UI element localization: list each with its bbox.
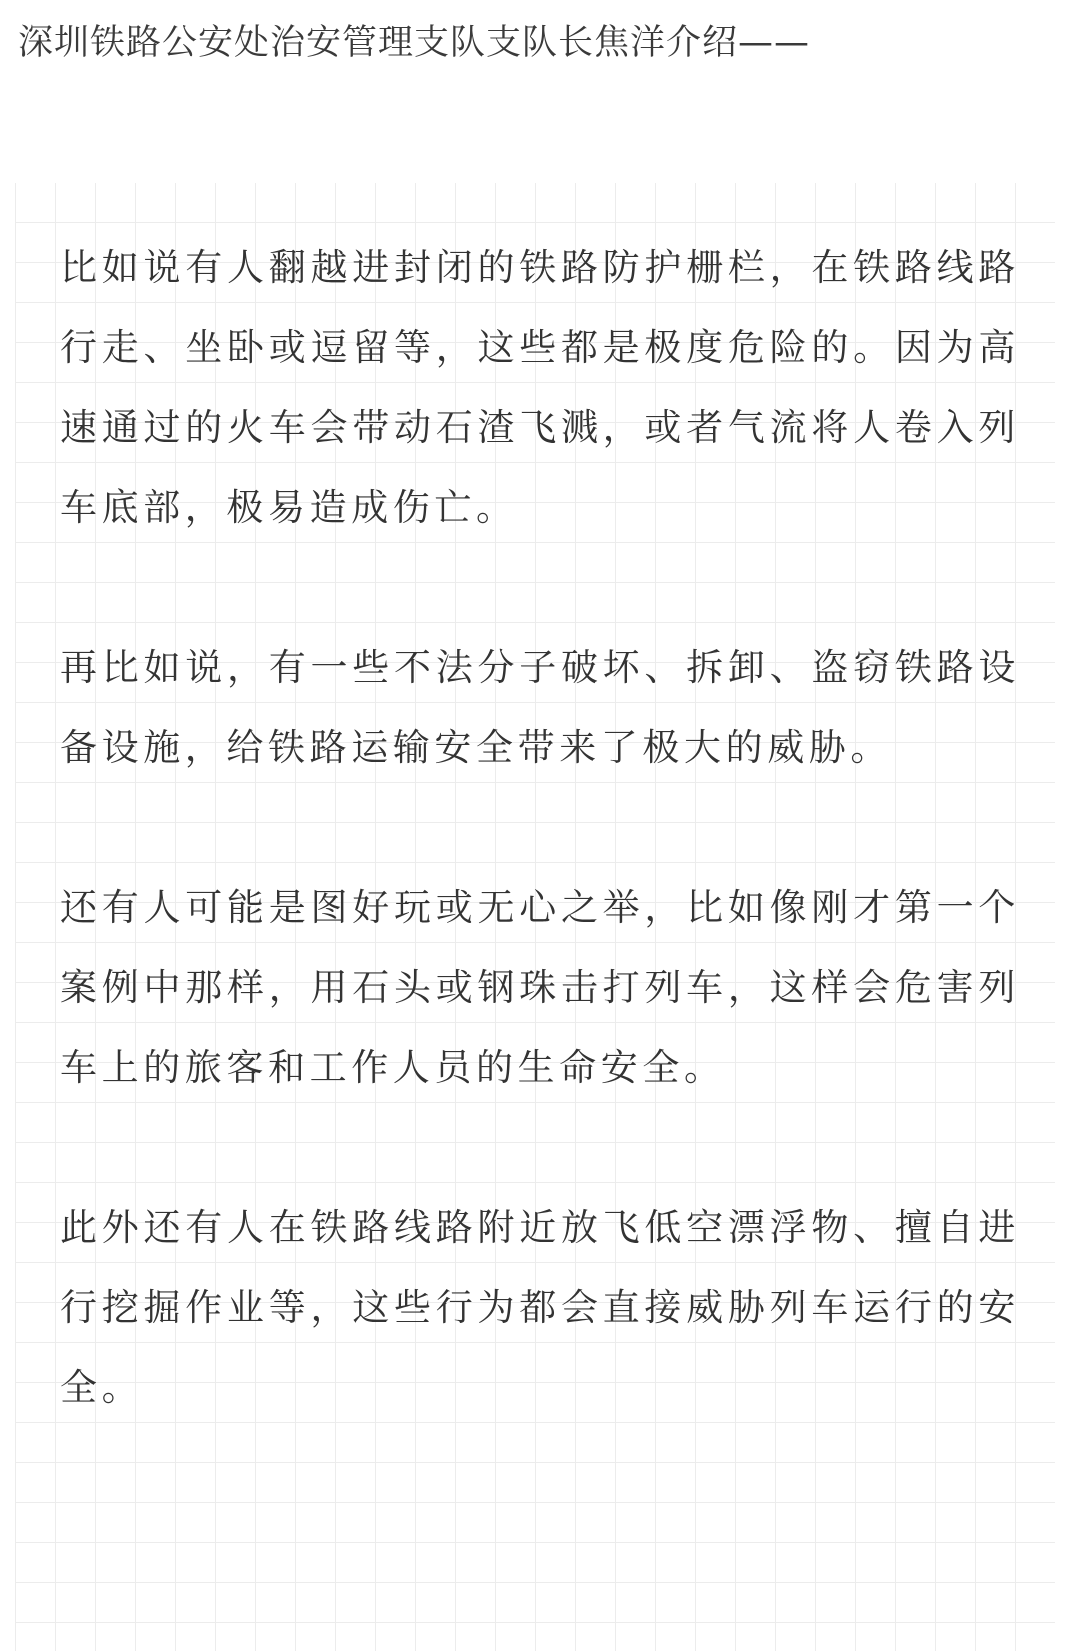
paragraph-3: 还有人可能是图好玩或无心之举，比如像刚才第一个案例中那样，用石头或钢珠击打列车，这样会危害列车上的旅客和工作人员的生命安全。: [60, 886, 1020, 1089]
page-title: 深圳铁路公安处治安管理支队支队长焦洋介绍——: [18, 23, 811, 63]
paragraph-4: 此外还有人在铁路线路附近放飞低空漂浮物、擅自进行挖掘作业等，这些行为都会直接威胁列车运行的安全。: [60, 1206, 1020, 1409]
paragraph-1: 比如说有人翻越进封闭的铁路防护栅栏，在铁路线路行走、坐卧或逗留等，这些都是极度危险的。因为高速通过的火车会带动石渣飞溅，或者气流将人卷入列车底部，极易造成伤亡。: [60, 246, 1020, 529]
article-body: [60, 228, 1020, 1508]
paragraph-2: 再比如说，有一些不法分子破坏、拆卸、盗窃铁路设备设施，给铁路运输安全带来了极大的威胁。: [60, 646, 1020, 769]
